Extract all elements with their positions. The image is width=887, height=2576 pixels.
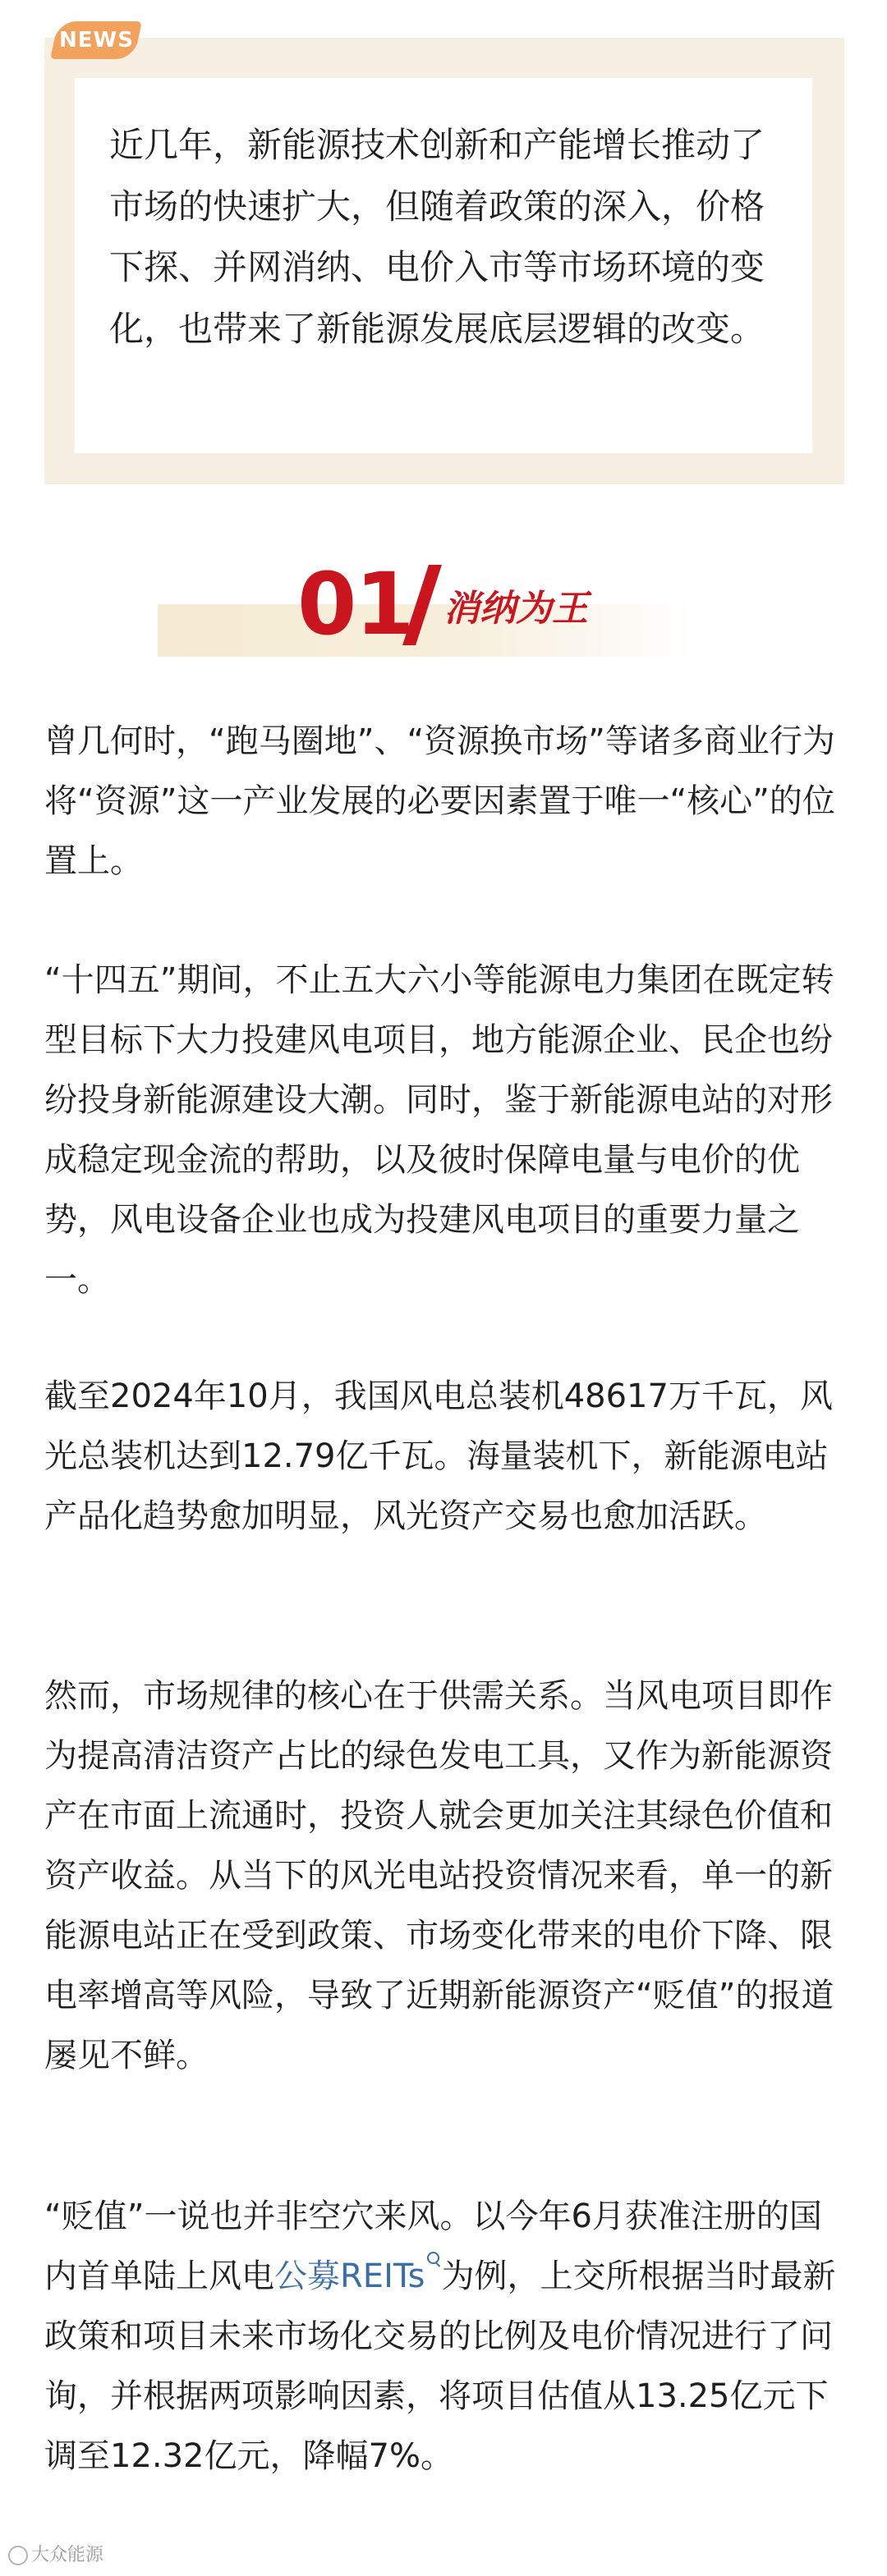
paragraph-3: 截至2024年10月，我国风电总装机48617万千瓦，风光总装机达到12.79亿千瓦。海量装机下，新能源电站产品化趋势愈加明显，风光资产交易也愈加活跃。	[44, 1377, 833, 1535]
intro-text: 近几年，新能源技术创新和产能增长推动了市场的快速扩大，但随着政策的深入，价格下探、并网消纳、电价入市等市场环境的变化，也带来了新能源发展底层逻辑的改变。	[109, 125, 765, 349]
reits-link[interactable]: 公募REITs	[274, 2257, 425, 2295]
paragraph-5-text-before: “贬值”一说也并非空穴来风。以今年6月获准注册的国内首单陆上风电	[44, 2198, 822, 2295]
news-badge: NEWS	[50, 21, 142, 59]
paragraph-2: “十四五”期间，不止五大六小等能源电力集团在既定转型目标下大力投建风电项目，地方能源企业、民企也纷纷投身新能源建设大潮。同时，鉴于新能源电站的对形成稳定现金流的帮助，以及彼时保障电量与电价的优势，风电设备企业也成为投建风电项目的重要力量之一。	[44, 961, 834, 1299]
paragraph-4: 然而，市场规律的核心在于供需关系。当风电项目即作为提高清洁资产占比的绿色发电工具，又作为新能源资产在市面上流通时，投资人就会更加关注其绿色价值和资产收益。从当下的风光电站投资情况来看，单一的新能源电站正在受到政策、市场变化带来的电价下降、限电率增高等风险，导致了近期新能源资产“贬值”的报道屡见不鲜。	[44, 1677, 834, 2074]
paragraph-5	[44, 2187, 843, 2487]
section-title: 消纳为王	[444, 588, 588, 630]
section-number: 01	[297, 554, 413, 654]
paragraph-5-text-after: 为例，上交所根据当时最新政策和项目未来市场化交易的比例及电价情况进行了问询，并根据两项影响因素，将项目估值从13.25亿元下调至12.32亿元，降幅7%。	[44, 2257, 836, 2475]
search-icon[interactable]	[427, 2252, 442, 2267]
paragraph-1: 曾几何时，“跑马圈地”、“资源换市场”等诸多商业行为将“资源”这一产业发展的必要因素置于唯一“核心”的位置上。	[44, 722, 835, 880]
watermark	[8, 2543, 103, 2568]
watermark-text: 大众能源	[31, 2545, 104, 2565]
watermark-logo-icon	[8, 2546, 28, 2565]
